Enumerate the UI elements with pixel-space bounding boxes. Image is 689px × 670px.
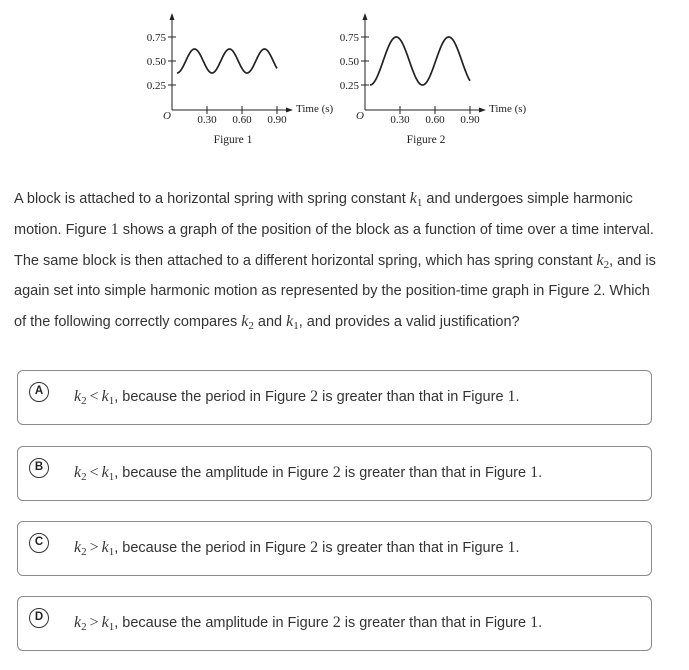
question-text: A block is attached to a horizontal spring with spring constant bbox=[14, 191, 410, 207]
figure-2-y-arrow bbox=[363, 13, 368, 20]
figure-1-caption: Figure 1 bbox=[213, 134, 253, 146]
figure-2-y-tick: 0.25 bbox=[339, 80, 359, 92]
answer-option-a[interactable] bbox=[17, 370, 652, 425]
figure-1-x-arrow bbox=[286, 108, 293, 113]
answer-option-d[interactable] bbox=[17, 596, 652, 651]
option-letter-badge: C bbox=[29, 533, 49, 553]
answer-option-c[interactable] bbox=[17, 521, 652, 576]
math-k1: $k_1$ bbox=[286, 313, 299, 333]
math-k2: $k_2$ bbox=[241, 313, 254, 333]
figure-1-x-tick: 0.30 bbox=[197, 114, 217, 126]
math-figure-number: 1 bbox=[110, 220, 119, 238]
option-text: $k_2 < k_1$, because the amplitude in Figure 2 is greater than that in Figure 1. bbox=[74, 464, 543, 483]
figure-2-y-tick: 0.75 bbox=[339, 32, 359, 44]
figure-1-curve bbox=[177, 49, 277, 73]
figure-1-x-tick: 0.90 bbox=[267, 114, 287, 126]
answer-option-b[interactable] bbox=[17, 446, 652, 501]
figure-2-x-arrow bbox=[479, 108, 486, 113]
figure-2-y-tick: 0.50 bbox=[339, 56, 359, 68]
figure-2-caption: Figure 2 bbox=[406, 134, 446, 146]
figure-2-x-tick: 0.90 bbox=[460, 114, 480, 126]
option-letter-badge: D bbox=[29, 608, 49, 628]
question-text: and undergoes simple harmonic motion. Figure bbox=[14, 191, 633, 238]
figure-2-origin: O bbox=[356, 110, 364, 122]
figure-2-curve bbox=[370, 37, 470, 85]
option-letter-badge: A bbox=[29, 382, 49, 402]
figure-1-y-arrow bbox=[170, 13, 175, 20]
question-text: , and is again set into simple harmonic motion as represented by the position-time graph in Figure bbox=[14, 252, 656, 300]
math-k2: $k_2$ bbox=[596, 251, 610, 271]
figure-1-y-tick: 0.25 bbox=[146, 80, 166, 92]
figure-2 bbox=[340, 13, 527, 146]
figure-1-y-tick: 0.50 bbox=[146, 56, 166, 68]
option-text: $k_2 > k_1$, because the amplitude in Figure 2 is greater than that in Figure 1. bbox=[74, 614, 543, 633]
question-text: and bbox=[253, 314, 287, 331]
figure-1-origin: O bbox=[163, 110, 171, 122]
figure-1-x-label: Time (s) bbox=[296, 103, 334, 115]
option-text: $k_2 < k_1$, because the period in Figure 2 is greater than that in Figure 1. bbox=[74, 388, 520, 407]
figures bbox=[0, 0, 689, 160]
math-k1: $k_1$ bbox=[409, 190, 423, 209]
question-stem bbox=[14, 184, 664, 338]
option-letter-badge: B bbox=[29, 458, 49, 478]
question-text: , and provides a valid justification? bbox=[298, 314, 520, 331]
figure-1-y-tick: 0.75 bbox=[146, 32, 166, 44]
question-text: shows a graph of the position of the block as a function of time over a time interval. The same block is then attached to a different horizontal spring, which has spring constant bbox=[14, 221, 654, 269]
option-text: $k_2 > k_1$, because the period in Figure 2 is greater than that in Figure 1. bbox=[74, 539, 520, 558]
figure-1-x-tick: 0.60 bbox=[232, 114, 252, 126]
figure-1 bbox=[147, 13, 334, 146]
figure-2-x-tick: 0.30 bbox=[390, 114, 410, 126]
figure-2-x-tick: 0.60 bbox=[425, 114, 445, 126]
math-figure-number: 2 bbox=[593, 282, 602, 300]
figure-2-x-label: Time (s) bbox=[489, 103, 527, 115]
question-text: . Which of the following correctly compares bbox=[14, 283, 650, 331]
